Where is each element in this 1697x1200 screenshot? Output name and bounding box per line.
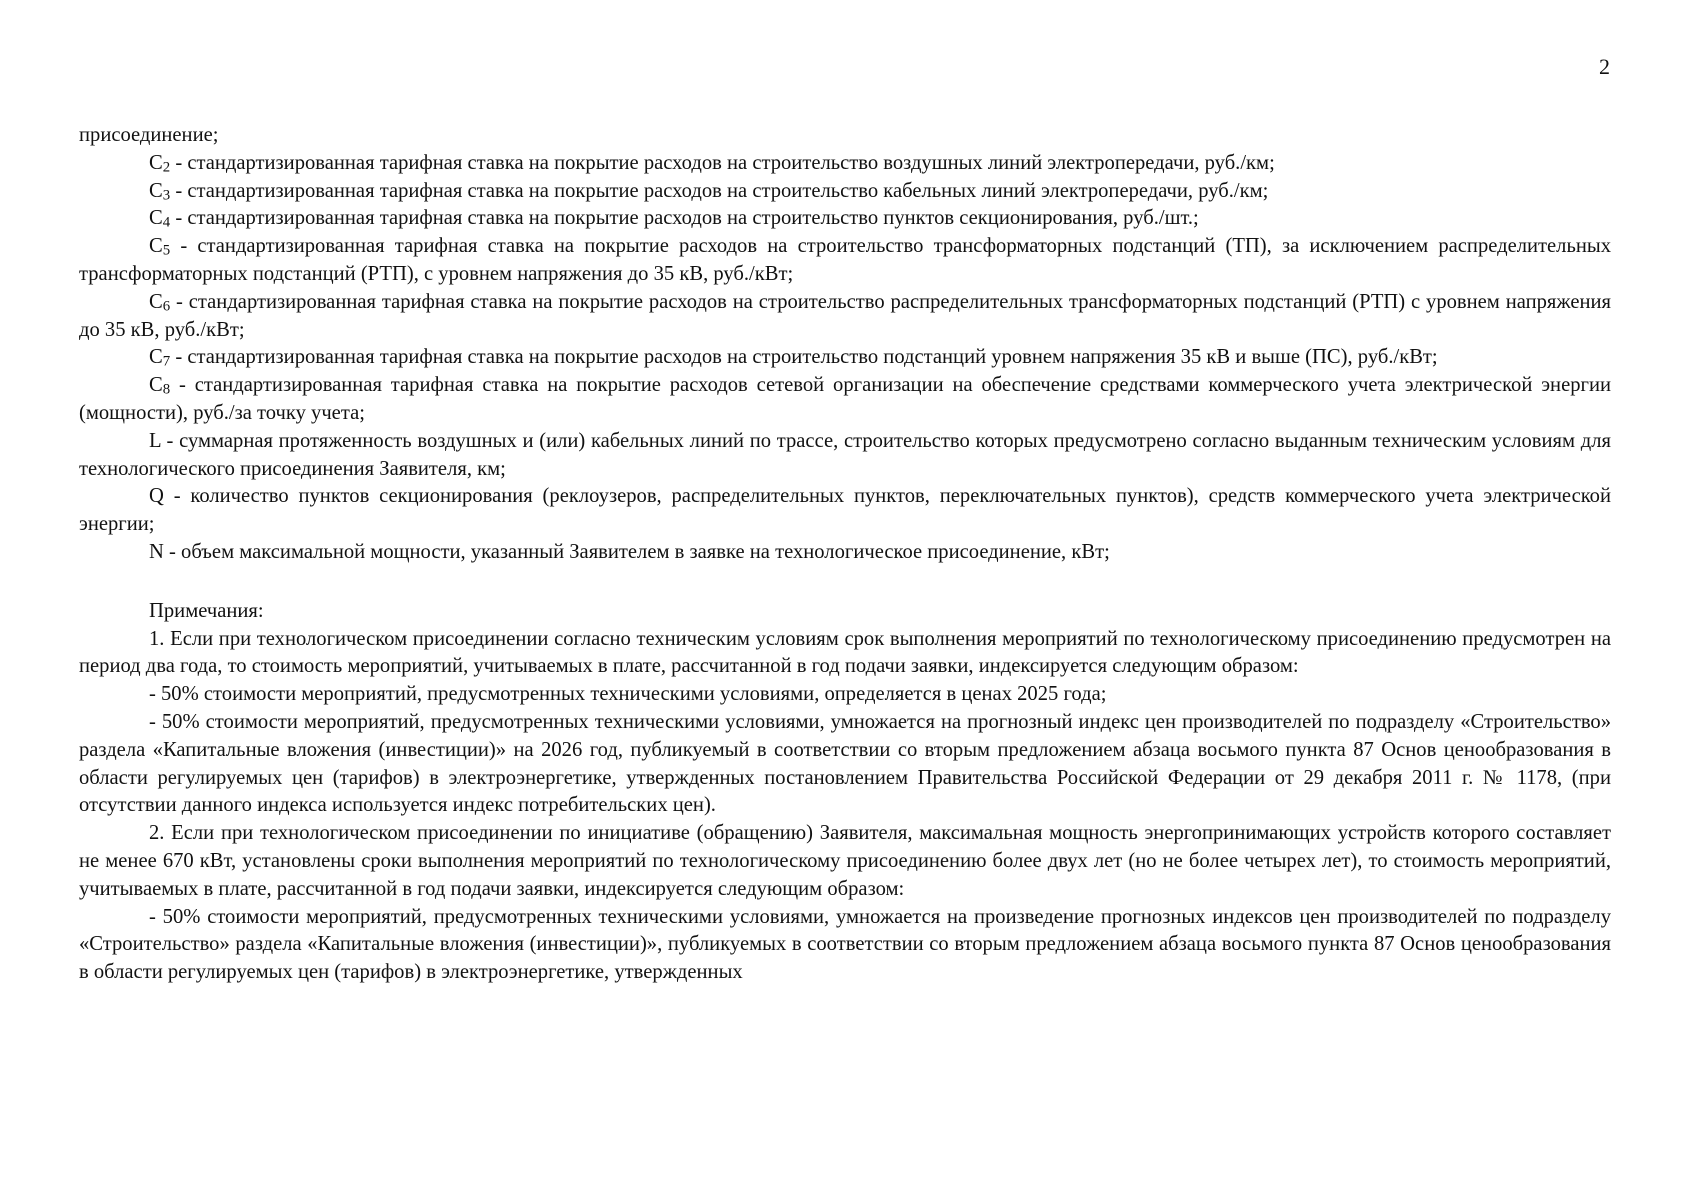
definition-c5 bbox=[79, 233, 1611, 289]
symbol: C bbox=[149, 346, 163, 369]
definition-c6 bbox=[79, 289, 1611, 345]
symbol: C bbox=[149, 207, 163, 230]
definition-text: - стандартизированная тарифная ставка на покрытие расходов на строительство распределительных трансформаторных подстанций (РТП) с уровнем напряжения до 35 кВ, руб./кВт; bbox=[79, 290, 1611, 341]
symbol: C bbox=[149, 374, 163, 397]
symbol: C bbox=[149, 151, 163, 174]
subscript: 4 bbox=[162, 215, 171, 232]
note-1: 1. Если при технологическом присоединении согласно техническим условиям срок выполнения мероприятий по технологическому присоединению предусмотрен на период два года, то стоимость мероприятий, учитываемых в плате, рассчитанной в год подачи заявки, индексируется следующим образом: bbox=[79, 627, 1611, 678]
symbol: C bbox=[149, 290, 163, 313]
definition-c8 bbox=[79, 372, 1611, 428]
subscript: 6 bbox=[162, 298, 171, 315]
note-2-item-a: - 50% стоимости мероприятий, предусмотренных техническими условиями, умножается на произведение прогнозных индексов цен производителей по подразделу «Строительство» раздела «Капитальные вложения (инвестиции)», публикуемых в соответствии со вторым предложением абзаца восьмого пункта 87 Основ ценообразования в области регулируемых цен (тарифов) в электроэнергетике, утвержденных bbox=[79, 905, 1611, 984]
definition-text: - стандартизированная тарифная ставка на покрытие расходов сетевой организации на обеспечение средствами коммерческого учета электрической энергии (мощности), руб./за точку учета; bbox=[79, 374, 1611, 424]
definition-text: - стандартизированная тарифная ставка на покрытие расходов на строительство кабельных линий электропередачи, руб./км; bbox=[170, 179, 1269, 202]
definition-l: L - суммарная протяженность воздушных и (или) кабельных линий по трассе, строительство которых предусмотрено согласно выданным техническим условиям для технологического присоединения Заявителя, км; bbox=[79, 429, 1611, 480]
notes-heading: Примечания: bbox=[149, 599, 264, 622]
definition-text: - стандартизированная тарифная ставка на покрытие расходов на строительство трансформаторных подстанций (ТП), за исключением распределительных трансформаторных подстанций (РТП), с уровнем напряжения до 35 кВ, руб./кВт; bbox=[79, 235, 1611, 285]
note-2: 2. Если при технологическом присоединении по инициативе (обращению) Заявителя, максимальная мощность энергопринимающих устройств которого составляет не менее 670 кВт, установлены сроки выполнения мероприятий по технологическому присоединению более двух лет (но не более четырех лет), то стоимость мероприятий, учитываемых в плате, рассчитанной в год подачи заявки, индексируется следующим образом: bbox=[79, 822, 1611, 900]
definition-text: - стандартизированная тарифная ставка на покрытие расходов на строительство пунктов секционирования, руб./шт.; bbox=[170, 207, 1199, 230]
subscript: 2 bbox=[162, 159, 171, 176]
subscript: 8 bbox=[162, 381, 171, 398]
symbol: C bbox=[149, 179, 163, 202]
definition-c2 bbox=[79, 150, 1611, 178]
subscript: 7 bbox=[162, 354, 171, 371]
definition-text: - стандартизированная тарифная ставка на покрытие расходов на строительство воздушных линий электропередачи, руб./км; bbox=[170, 151, 1275, 174]
subscript: 3 bbox=[162, 187, 171, 204]
definition-c7 bbox=[79, 344, 1611, 372]
document-body bbox=[79, 122, 1611, 987]
symbol: C bbox=[149, 235, 163, 258]
definition-c4 bbox=[79, 205, 1611, 233]
note-1-item-a: - 50% стоимости мероприятий, предусмотренных техническими условиями, определяется в ценах 2025 года; bbox=[149, 683, 1107, 706]
definition-text: - стандартизированная тарифная ставка на покрытие расходов на строительство подстанций уровнем напряжения 35 кВ и выше (ПС), руб./кВт; bbox=[170, 346, 1438, 369]
subscript: 5 bbox=[162, 242, 171, 259]
note-1-item-b: - 50% стоимости мероприятий, предусмотренных техническими условиями, умножается на прогнозный индекс цен производителей по подразделу «Строительство» раздела «Капитальные вложения (инвестиции)» на 2026 год, публикуемый в соответствии со вторым предложением абзаца восьмого пункта 87 Основ ценообразования в области регулируемых цен (тарифов) в электроэнергетике, утвержденных постановлением Правительства Российской Федерации от 29 декабря 2011 г. № 1178, (при отсутствии данного индекса используется индекс потребительских цен). bbox=[79, 710, 1611, 817]
definition-c3 bbox=[79, 178, 1611, 206]
intro-tail: присоединение; bbox=[79, 124, 219, 146]
page-number: 2 bbox=[1599, 54, 1610, 79]
definition-q: Q - количество пунктов секционирования (реклоузеров, распределительных пунктов, переключательных пунктов), средств коммерческого учета электрической энергии; bbox=[79, 485, 1611, 536]
definition-n: N - объем максимальной мощности, указанный Заявителем в заявке на технологическое присоединение, кВт; bbox=[149, 540, 1110, 563]
spacer bbox=[79, 567, 1611, 598]
